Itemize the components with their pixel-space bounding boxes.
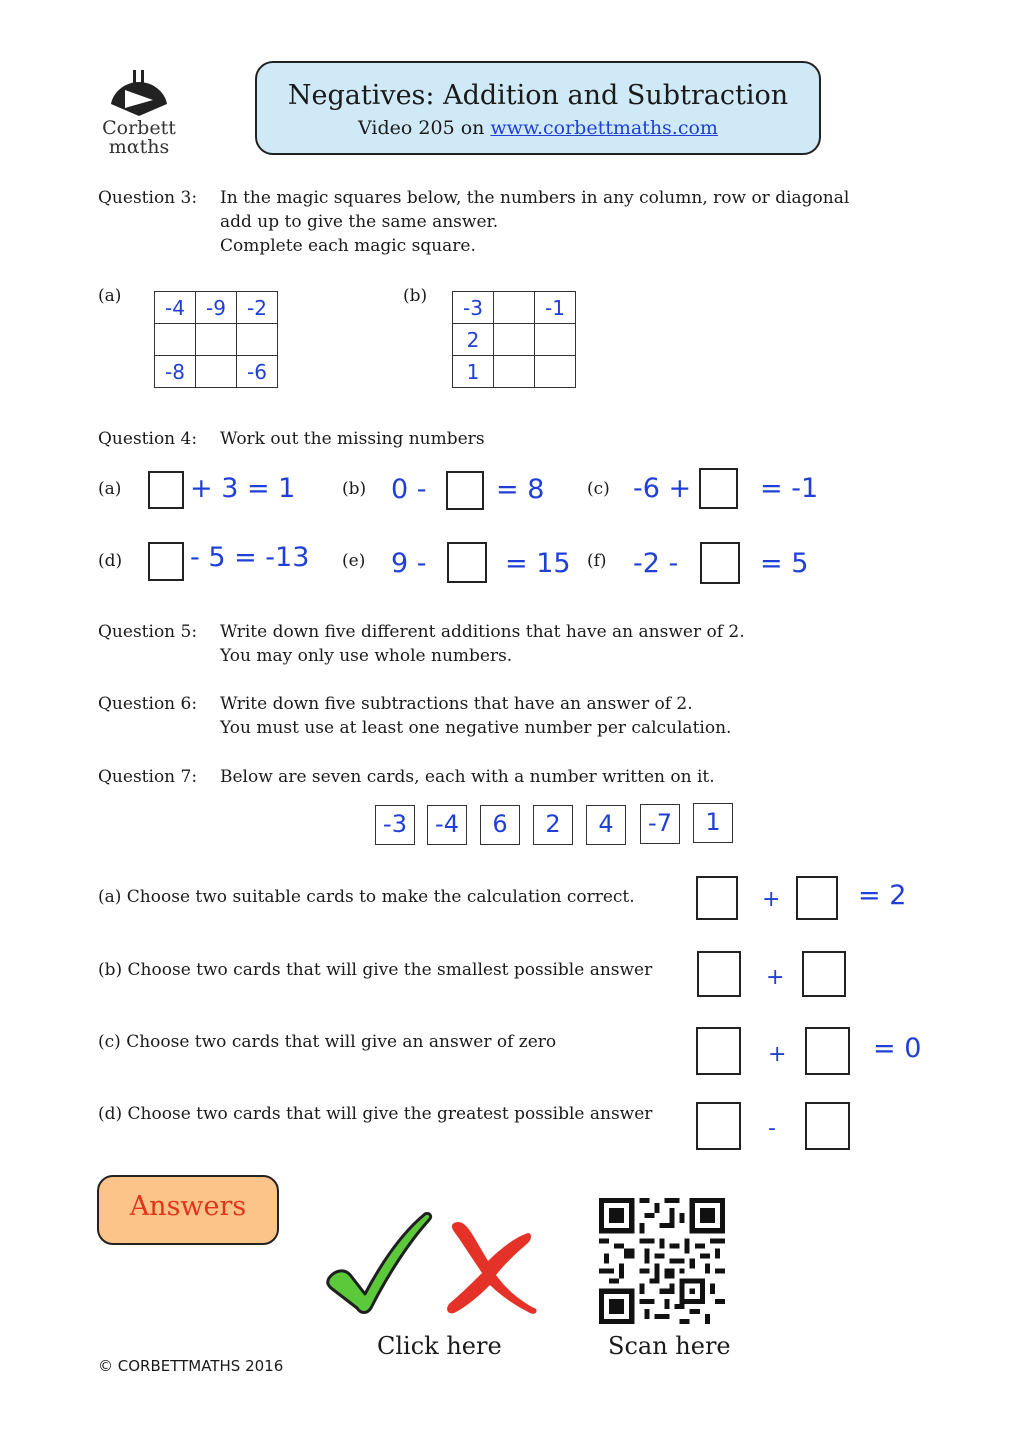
q5-label: Question 5:: [98, 622, 198, 642]
q4b-answer-box[interactable]: [446, 471, 484, 510]
magic-square-a-cell[interactable]: [196, 356, 237, 388]
cross-icon[interactable]: [440, 1215, 540, 1315]
q4a-answer-box[interactable]: [148, 471, 184, 509]
subtitle-text: Video 205 on: [358, 117, 491, 139]
q7c-text: (c) Choose two cards that will give an answer of zero: [98, 1032, 557, 1052]
q7c-first-card-box[interactable]: [696, 1027, 741, 1075]
q4f-label: (f): [587, 551, 607, 571]
q4b-equation-after: = 8: [496, 474, 545, 505]
q3b-label: (b): [403, 286, 428, 306]
magic-square-b-cell[interactable]: [494, 324, 535, 356]
number-card[interactable]: -4: [427, 805, 467, 845]
q4-label: Question 4:: [98, 429, 198, 449]
number-card[interactable]: 4: [586, 805, 626, 845]
magic-square-a-cell[interactable]: -6: [237, 356, 278, 388]
q3-text-line3: Complete each magic square.: [220, 236, 476, 256]
q7c-second-card-box[interactable]: [805, 1027, 850, 1075]
magic-square-b: [452, 291, 576, 388]
q7a-first-card-box[interactable]: [696, 876, 738, 920]
q4c-answer-box[interactable]: [699, 468, 738, 509]
q4e-equation-before: 9 -: [391, 548, 427, 579]
q4f-answer-box[interactable]: [700, 542, 740, 584]
check-tick-icon[interactable]: [325, 1210, 435, 1315]
q4d-equation: - 5 = -13: [190, 542, 310, 573]
answers-button-label: Answers: [129, 1191, 247, 1222]
magic-square-b-cell[interactable]: 2: [453, 324, 494, 356]
number-card[interactable]: -3: [375, 805, 415, 845]
q7d-text: (d) Choose two cards that will give the greatest possible answer: [98, 1104, 653, 1124]
q6-label: Question 6:: [98, 694, 198, 714]
logo-text-maths: mαths: [108, 136, 170, 158]
q4d-label: (d): [98, 551, 123, 571]
q5-text-line2: You may only use whole numbers.: [220, 646, 513, 666]
magic-square-b-row: [453, 292, 576, 324]
magic-square-a-cell[interactable]: -9: [196, 292, 237, 324]
magic-square-b-row: [453, 324, 576, 356]
click-here-label[interactable]: Click here: [377, 1332, 502, 1360]
magic-square-a-cell[interactable]: [155, 324, 196, 356]
q4c-equation-before: -6 +: [633, 473, 692, 504]
q5-text-line1: Write down five different additions that have an answer of 2.: [220, 622, 745, 642]
magic-square-b-cell[interactable]: [535, 324, 576, 356]
q4f-equation-after: = 5: [760, 548, 809, 579]
logo-text-corbett: Corbett: [102, 117, 176, 139]
q4d-answer-box[interactable]: [148, 542, 184, 581]
logo-mark-icon: [95, 66, 183, 118]
magic-square-b-cell[interactable]: [494, 292, 535, 324]
magic-square-b-cell[interactable]: [494, 356, 535, 388]
magic-square-b-cell[interactable]: 1: [453, 356, 494, 388]
magic-square-a: [154, 291, 278, 388]
q4c-label: (c): [587, 479, 610, 499]
qr-code-icon[interactable]: [599, 1198, 725, 1324]
magic-square-a-cell[interactable]: -2: [237, 292, 278, 324]
number-card[interactable]: 6: [480, 805, 520, 845]
magic-square-a-row: [155, 324, 278, 356]
magic-square-b-cell[interactable]: -3: [453, 292, 494, 324]
q7-label: Question 7:: [98, 767, 198, 787]
corbett-logo: [95, 66, 183, 161]
number-card[interactable]: -7: [640, 804, 680, 844]
q7b-operator: +: [766, 965, 785, 990]
q3-text-line1: In the magic squares below, the numbers in any column, row or diagonal: [220, 188, 850, 208]
q4c-equation-after: = -1: [760, 473, 819, 504]
q4a-equation: + 3 = 1: [190, 473, 296, 504]
q7-text: Below are seven cards, each with a number written on it.: [220, 767, 715, 787]
number-card[interactable]: 2: [533, 805, 573, 845]
magic-square-b-row: [453, 356, 576, 388]
q7a-second-card-box[interactable]: [796, 876, 838, 920]
magic-square-a-cell[interactable]: -8: [155, 356, 196, 388]
q7b-first-card-box[interactable]: [697, 951, 741, 997]
q3a-label: (a): [98, 286, 122, 306]
scan-here-label: Scan here: [608, 1332, 731, 1360]
q7c-operator: +: [768, 1042, 787, 1067]
q6-text-line1: Write down five subtractions that have an answer of 2.: [220, 694, 693, 714]
number-card[interactable]: 1: [693, 803, 733, 843]
magic-square-a-cell[interactable]: [237, 324, 278, 356]
q3-label: Question 3:: [98, 188, 198, 208]
magic-square-b-cell[interactable]: -1: [535, 292, 576, 324]
magic-square-a-row: [155, 356, 278, 388]
copyright-notice: © CORBETTMATHS 2016: [98, 1357, 284, 1375]
q4f-equation-before: -2 -: [633, 548, 679, 579]
magic-square-b-cell[interactable]: [535, 356, 576, 388]
q4a-label: (a): [98, 479, 122, 499]
q7d-second-card-box[interactable]: [805, 1102, 850, 1150]
q4b-label: (b): [342, 479, 367, 499]
q7b-text: (b) Choose two cards that will give the smallest possible answer: [98, 960, 653, 980]
q4e-label: (e): [342, 551, 366, 571]
magic-square-a-row: [155, 292, 278, 324]
q7a-operator: +: [762, 887, 781, 912]
q7b-second-card-box[interactable]: [802, 951, 846, 997]
magic-square-a-cell[interactable]: -4: [155, 292, 196, 324]
q7a-result: = 2: [858, 880, 907, 911]
q7c-result: = 0: [873, 1033, 922, 1064]
page-title: Negatives: Addition and Subtraction: [287, 80, 789, 111]
q4e-equation-after: = 15: [505, 548, 571, 579]
q4e-answer-box[interactable]: [447, 542, 487, 583]
q6-text-line2: You must use at least one negative number per calculation.: [220, 718, 732, 738]
q7a-text: (a) Choose two suitable cards to make the calculation correct.: [98, 887, 635, 907]
q7d-operator: -: [768, 1116, 776, 1141]
q3-text-line2: add up to give the same answer.: [220, 212, 499, 232]
q4b-equation-before: 0 -: [391, 474, 427, 505]
page-subtitle: [255, 116, 821, 140]
magic-square-a-cell[interactable]: [196, 324, 237, 356]
q7d-first-card-box[interactable]: [696, 1102, 741, 1150]
q4-text: Work out the missing numbers: [220, 429, 485, 449]
website-link[interactable]: www.corbettmaths.com: [490, 117, 718, 139]
